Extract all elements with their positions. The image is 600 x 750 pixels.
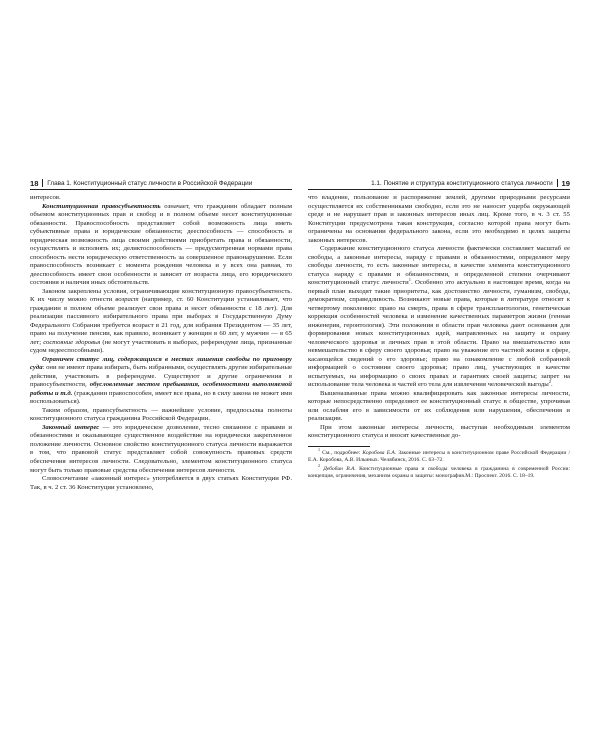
left-page-number: 18 — [30, 178, 39, 188]
header-separator — [557, 179, 558, 187]
footnotes — [308, 446, 570, 480]
footnote-2: $^2$ Дебобин В.А. Конституционные права и свободы человека в гражданина в современной России: концепция, ограничения, механизм охраны и защиты: монография.М.: Проспект. 2016. С. 18–19. — [308, 462, 570, 479]
right-page-body: что владение, пользование и распоряжение землей, другими природными ресурсами осуществляется их собственниками свободно, если это не наносит ущерба окружающей среде и не нарушает прав и законных интересов иных лиц. Кроме того, в ч. 3 ст. 55 Конституции предусмотрена такая конструкция, согласно которой права могут быть ограничены на основании федерального закона, если это необходимо в целях защиты законных интересов. Содержание конституционного статуса личности фактически составляет масштаб ее свободы, а законные интересы, наряду с правами и обязанностями, определяют меру свободы личности, то есть законные интересы, в качестве элемента конституционного статуса наряду с правами и обязанностями, в определенной степени очерчивают конституционный статус личности$^1$. Особенно это актуально в настоящее время, когда на первый план выходят такие приоритеты, как достоинство личности, гуманизм, свобода, демократизм, справедливость. Возникают новые права, которые в литературе относят к четвертому поколению: право на смерть, права в сфере трансплантологии, генетическая коррекция особенностей человека и изменение качественных параметров жизни (генная инженерия, геронтология). Эти положения в области прав человека дают основания для формирования новых конституционных идей, направленных на защиту и охрану человеческого здоровья и личных прав в этой области. Право на вмешательство или невмешательство в сферу своего здоровья; право на уважение его частной жизни в сфере, касающейся сведений о его здоровье; право на ознакомление с любой собранной информацией о состоянии своего здоровья; право лиц, участвующих в качестве испытуемых, на информацию о своих правах и гарантиях своей защиты; запрет на использование тела человека и частей его тела для извлечения человеческой выгоды$^2$. Вышеназванные права можно квалифицировать как законные интересы личности, которые непосредственно определяют ее конституционный статус в обществе, упрочивая или ослабляя его в зависимости от их соблюдения или нарушения, обеспечения и реализации. При этом законные интересы личности, выступая необходимым элементом конституционного статуса и вносят качественные до- — [308, 194, 570, 440]
left-running-head — [30, 178, 292, 190]
footnote-1: $^1$ См., подробнее: Коробова Е.А. Законные интересы в конституционном праве Российской Федерации / Е.А. Коробова, А.В. Ильиных. Челябинск, 2016. С. 63–72. — [308, 446, 570, 463]
left-page — [30, 178, 292, 492]
right-page — [308, 178, 570, 482]
right-running-head — [308, 178, 570, 190]
header-separator — [42, 179, 43, 187]
right-page-number: 19 — [561, 178, 570, 188]
right-section-title: 1.1. Понятие и структура конституционного статуса личности — [371, 179, 553, 187]
left-page-body: интересов. Конституционная правосубъектность означает, что гражданин обладает полным объемом конституционных прав и свобод и в полном объеме несет конституционные обязанности. Правоспособность представляет собой возможность лица иметь субъективные права и юридические обязанности; дееспособность — способность и юридическая возможность лица своими действиями приобретать права и обязанности, осуществлять и исполнять их; деликтоспособность — предусмотренная нормами права способность нести юридическую ответственность за совершенное правонарушение. Если правоспособность возникает с момента рождения человека и у всех она равная, то дееспособность имеет свои особенности и зависит от возраста лица, его юридического состояния и наличия иных обстоятельств. Законом закреплены условия, ограничивающие конституционную правосубъектность. К их числу можно отнести возраст (например, ст. 60 Конституции устанавливает, что гражданин в полном объеме реализует свои права и несет обязанности с 18 лет). Для реализации пассивного избирательного права при выборах в Государственную Думу Федерального Собрания требуется возраст в 21 год, для избрания Президентом — 35 лет, право на получение пенсии, как правило, возникает у женщин в 60 лет, у мужчин — в 65 лет; состояние здоровья (не могут участвовать в выборах, референдуме лица, признанные судом недееспособными). Ограничен статус лиц, содержащихся в местах лишения свободы по приговору суда: они не имеют права избирать, быть избранными, осуществлять другие избирательные действия, участвовать в референдуме. Существуют и другие ограничения в правосубъектности, обусловленные местом пребывания, особенностями выполняемой работы и т.д. (гражданин правоспособен, имеет все права, но в силу закона не может ими воспользоваться). Таким образом, правосубъектность — важнейшее условие, предпосылка полноты конституционного статуса гражданина Российской Федерации. Законный интерес — это юридическое дозволение, тесно связанное с правами и обязанностями и оказывающее существенное воздействие на юридически закрепленное положение личности. Основное свойство конституционного статуса личности выражается в том, что правовой статус представляет собой совокупность правовых средств обеспечения интересов личности. Следовательно, элементом конституционного статуса могут быть только правовые средства обеспечения интересов личности. Словосочетание «законный интерес» употребляется в двух статьях Конституции РФ. Так, в ч. 2 ст. 36 Конституции установлено, — [30, 194, 292, 491]
left-chapter-title: Глава 1. Конституционный статус личности в Российской Федерации — [47, 179, 253, 187]
